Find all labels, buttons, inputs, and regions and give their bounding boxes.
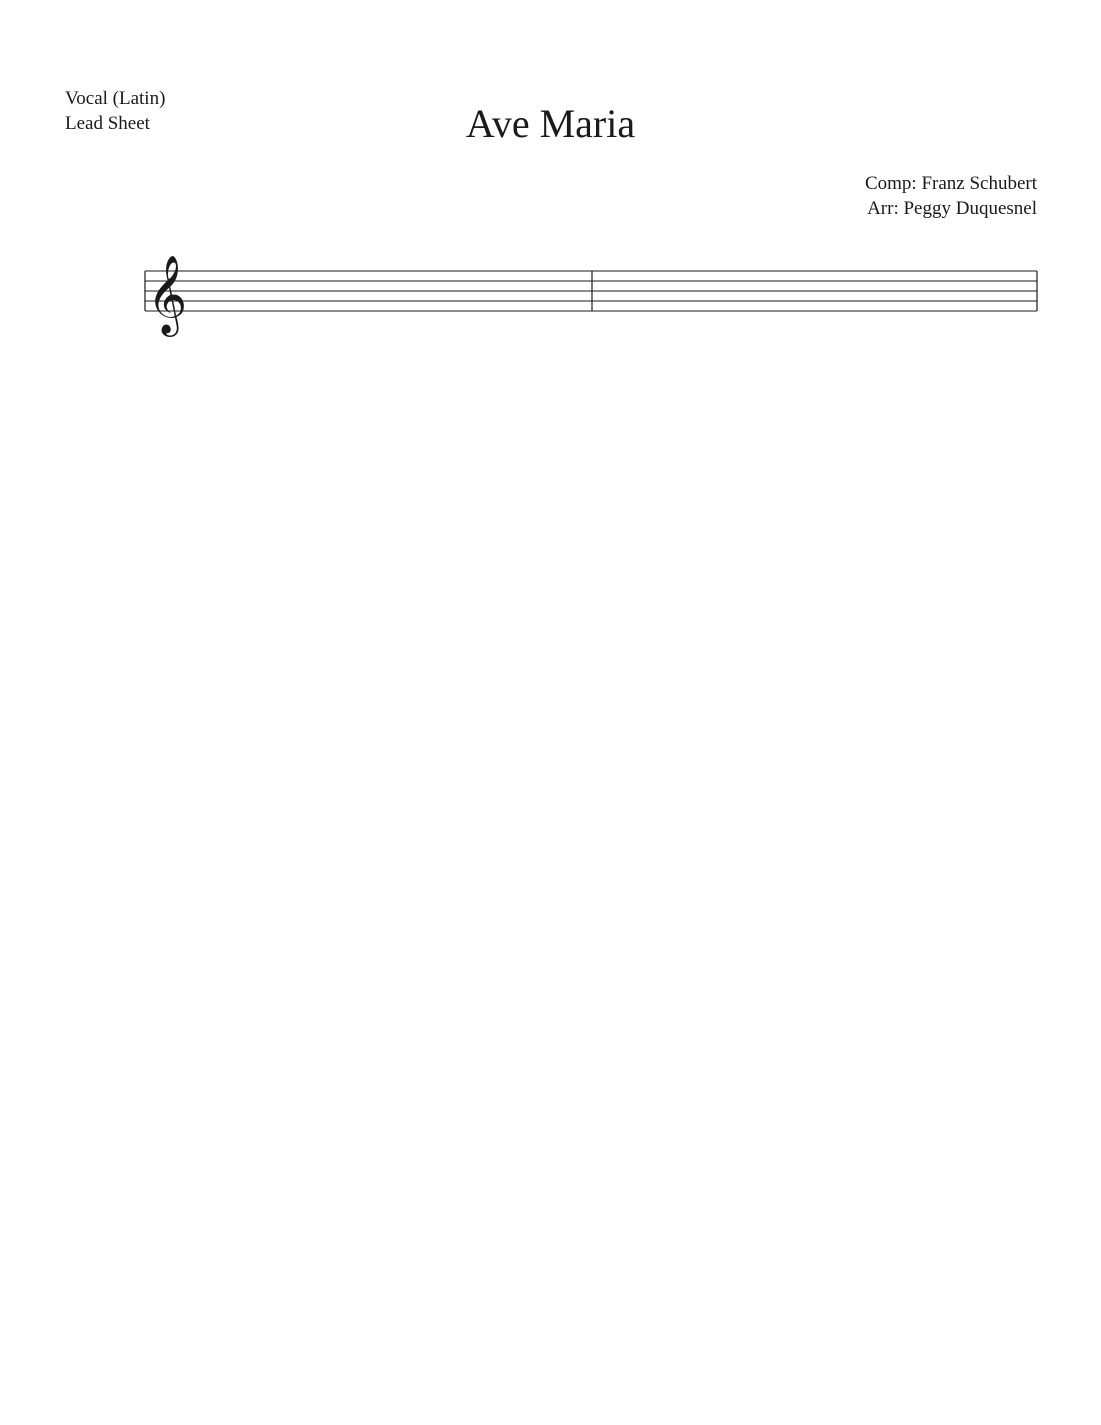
song-title: Ave Maria xyxy=(465,101,636,146)
sheet-type-label: Lead Sheet xyxy=(65,113,150,134)
instrument-label: Vocal (Latin) xyxy=(65,88,166,109)
staff xyxy=(145,255,1037,337)
arranger-credit: Arr: Peggy Duquesnel xyxy=(867,198,1037,219)
composer-credit: Comp: Franz Schubert xyxy=(864,173,1037,194)
treble-clef-icon: 𝄞 xyxy=(147,255,188,334)
